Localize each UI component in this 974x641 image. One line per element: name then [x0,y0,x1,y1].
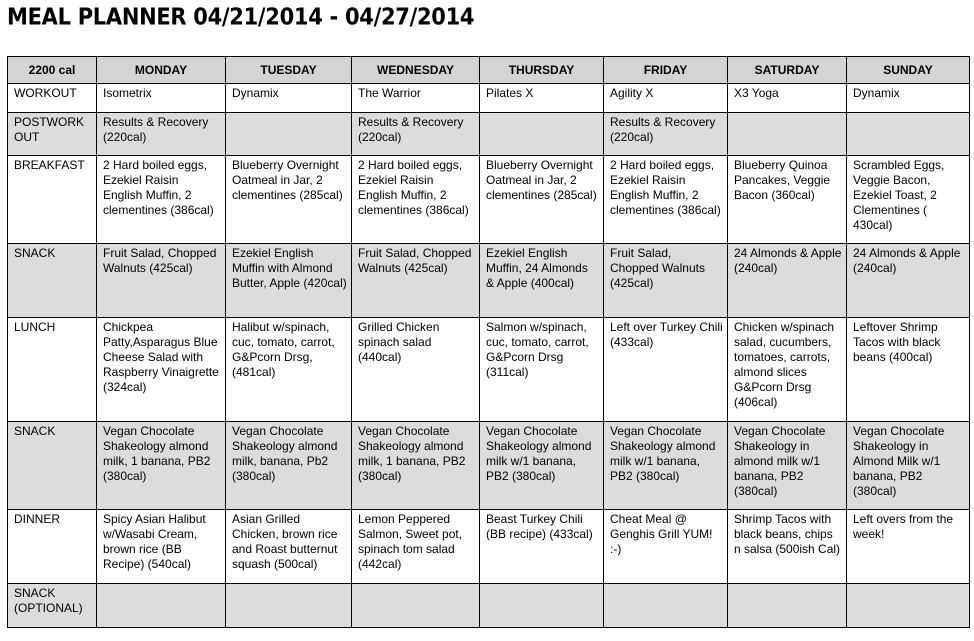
lunch-row [8,318,970,422]
meal-cell: Agility X [604,84,728,113]
meal-cell: 24 Almonds & Apple (240cal) [728,244,847,318]
meal-cell: Vegan Chocolate Shakeology in Almond Milk w/1 banana, PB2 (380cal) [847,422,970,510]
meal-cell [604,584,728,628]
snack-optional-row [8,584,970,628]
snack-row [8,244,970,318]
meal-cell: Isometrix [97,84,226,113]
meal-cell: 2 Hard boiled eggs, Ezekiel Raisin English Muffin, 2 clementines (386cal) [604,156,728,244]
meal-cell: Chicken w/spinach salad, cucumbers, tomatoes, carrots, almond slices G&Pcorn Drsg (406cal) [728,318,847,422]
meal-cell: Grilled Chicken spinach salad (440cal) [352,318,480,422]
workout-row [8,84,970,113]
row-label-snack: SNACK [8,422,97,510]
meal-cell: Results & Recovery (220cal) [97,113,226,156]
row-label-postworkout: POSTWORK OUT [8,113,97,156]
day-header-wednesday: WEDNESDAY [352,57,480,84]
meal-cell: Dynamix [226,84,352,113]
meal-cell: Results & Recovery (220cal) [604,113,728,156]
day-header-tuesday: TUESDAY [226,57,352,84]
meal-cell: Shrimp Tacos with black beans, chips n salsa (500ish Cal) [728,510,847,584]
meal-cell: Halibut w/spinach, cuc, tomato, carrot, G&Pcorn Drsg, (481cal) [226,318,352,422]
meal-cell: Vegan Chocolate Shakeology almond milk, banana, Pb2 (380cal) [226,422,352,510]
meal-cell: Ezekiel English Muffin, 24 Almonds & Apple (400cal) [480,244,604,318]
meal-cell: Vegan Chocolate Shakeology almond milk w/1 banana, PB2 (380cal) [604,422,728,510]
meal-cell: Vegan Chocolate Shakeology almond milk, 1 banana, PB2 (380cal) [97,422,226,510]
header-row [8,57,970,84]
meal-cell [847,584,970,628]
page-title: MEAL PLANNER 04/21/2014 - 04/27/2014 [7,4,475,30]
meal-cell: Left overs from the week! [847,510,970,584]
meal-cell [847,113,970,156]
meal-cell: Fruit Salad, Chopped Walnuts (425cal) [604,244,728,318]
meal-cell: X3 Yoga [728,84,847,113]
row-label-snack-optional: SNACK (OPTIONAL) [8,584,97,628]
meal-cell: Salmon w/spinach, cuc, tomato, carrot, G&Pcorn Drsg (311cal) [480,318,604,422]
meal-cell: Spicy Asian Halibut w/Wasabi Cream, brown rice (BB Recipe) (540cal) [97,510,226,584]
meal-cell: Ezekiel English Muffin with Almond Butter, Apple (420cal) [226,244,352,318]
meal-cell: Dynamix [847,84,970,113]
meal-cell [226,584,352,628]
calorie-target: 2200 cal [8,57,97,84]
meal-cell: Vegan Chocolate Shakeology in almond milk w/1 banana, PB2 (380cal) [728,422,847,510]
row-label-snack: SNACK [8,244,97,318]
row-label-lunch: LUNCH [8,318,97,422]
meal-cell: Vegan Chocolate Shakeology almond milk w/1 banana, PB2 (380cal) [480,422,604,510]
postworkout-row [8,113,970,156]
day-header-thursday: THURSDAY [480,57,604,84]
meal-cell: Chickpea Patty,Asparagus Blue Cheese Salad with Raspberry Vinaigrette (324cal) [97,318,226,422]
meal-cell: The Warrior [352,84,480,113]
breakfast-row [8,156,970,244]
meal-cell: Asian Grilled Chicken, brown rice and Roast butternut squash (500cal) [226,510,352,584]
meal-cell: Vegan Chocolate Shakeology almond milk, 1 banana, PB2 (380cal) [352,422,480,510]
meal-cell [480,584,604,628]
meal-planner-table [7,56,970,628]
snack-row [8,422,970,510]
meal-cell [480,113,604,156]
row-label-dinner: DINNER [8,510,97,584]
meal-cell [728,584,847,628]
day-header-sunday: SUNDAY [847,57,970,84]
meal-cell [97,584,226,628]
meal-cell: Blueberry Overnight Oatmeal in Jar, 2 clementines (285cal) [480,156,604,244]
meal-cell: Blueberry Overnight Oatmeal in Jar, 2 clementines (285cal) [226,156,352,244]
meal-cell: Results & Recovery (220cal) [352,113,480,156]
meal-cell: 2 Hard boiled eggs, Ezekiel Raisin English Muffin, 2 clementines (386cal) [352,156,480,244]
meal-cell [226,113,352,156]
meal-cell: 24 Almonds & Apple (240cal) [847,244,970,318]
meal-cell: Lemon Peppered Salmon, Sweet pot, spinach tom salad (442cal) [352,510,480,584]
meal-cell: Cheat Meal @ Genghis Grill YUM! :-) [604,510,728,584]
meal-cell: Beast Turkey Chili (BB recipe) (433cal) [480,510,604,584]
day-header-saturday: SATURDAY [728,57,847,84]
meal-cell [728,113,847,156]
meal-cell: Scrambled Eggs, Veggie Bacon, Ezekiel Toast, 2 Clementines ( 430cal) [847,156,970,244]
row-label-workout: WORKOUT [8,84,97,113]
day-header-monday: MONDAY [97,57,226,84]
day-header-friday: FRIDAY [604,57,728,84]
meal-cell: Blueberry Quinoa Pancakes, Veggie Bacon (360cal) [728,156,847,244]
meal-cell: 2 Hard boiled eggs, Ezekiel Raisin English Muffin, 2 clementines (386cal) [97,156,226,244]
meal-cell: Fruit Salad, Chopped Walnuts (425cal) [97,244,226,318]
meal-cell: Leftover Shrimp Tacos with black beans (400cal) [847,318,970,422]
meal-cell [352,584,480,628]
row-label-breakfast: BREAKFAST [8,156,97,244]
meal-cell: Left over Turkey Chili (433cal) [604,318,728,422]
dinner-row [8,510,970,584]
meal-cell: Pilates X [480,84,604,113]
meal-cell: Fruit Salad, Chopped Walnuts (425cal) [352,244,480,318]
